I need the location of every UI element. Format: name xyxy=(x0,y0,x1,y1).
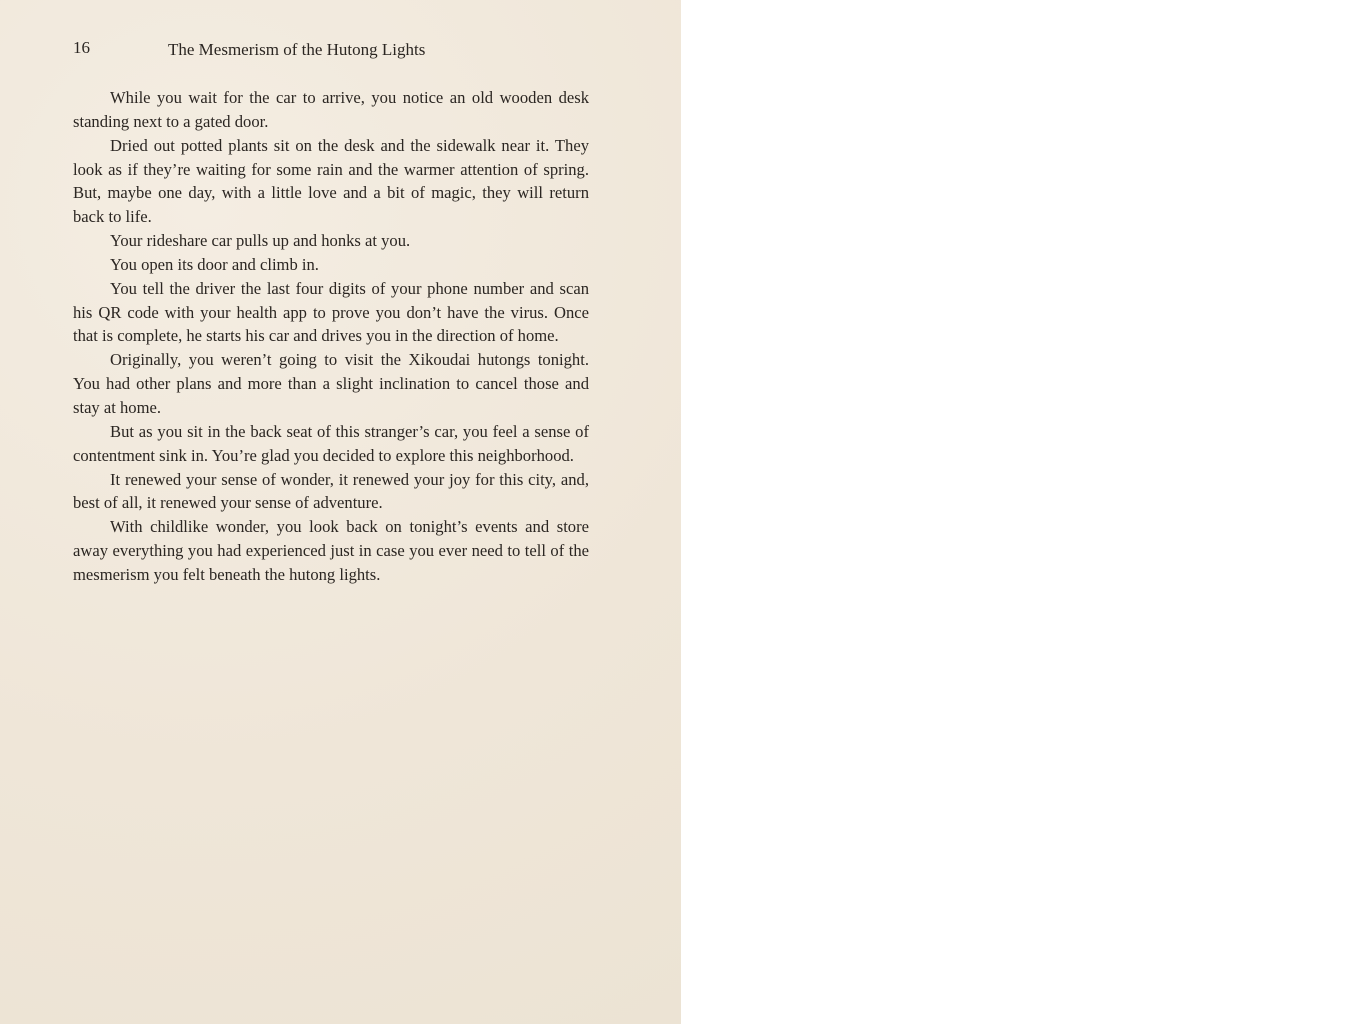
body-text xyxy=(73,86,589,587)
running-title: The Mesmerism of the Hutong Lights xyxy=(168,40,426,59)
paragraph: While you wait for the car to arrive, you notice an old wooden desk standing next to a gated door. xyxy=(73,88,589,131)
paragraph: Your rideshare car pulls up and honks at you. xyxy=(110,231,411,251)
paragraph: You open its door and climb in. xyxy=(110,254,319,274)
paragraph: You tell the driver the last four digits of your phone number and scan his QR code with your health app to prove you don’t have the virus. Once that is complete, he starts his car and drives you in the direction of home. xyxy=(73,278,589,346)
paragraph: It renewed your sense of wonder, it renewed your joy for this city, and, best of all, it renewed your sense of adventure. xyxy=(73,469,589,513)
blank-area xyxy=(681,0,1362,1024)
paragraph: But as you sit in the back seat of this stranger’s car, you feel a sense of contentment sink in. You’re glad you decided to explore this neighborhood. xyxy=(73,421,589,465)
paragraph: With childlike wonder, you look back on tonight’s events and store away everything you had experienced just in case you ever need to tell of the mesmerism you felt beneath the hutong lights. xyxy=(73,517,589,584)
paragraph: Originally, you weren’t going to visit the Xikoudai hutongs tonight. You had other plans and more than a slight inclination to cancel those and stay at home. xyxy=(73,350,589,417)
page-header xyxy=(73,38,593,62)
page-number: 16 xyxy=(73,38,90,57)
paragraph: Dried out potted plants sit on the desk and the sidewalk near it. They look as if they’re waiting for some rain and the warmer attention of spring. But, maybe one day, with a little love and a bit of magic, they will return back to life. xyxy=(73,135,589,227)
